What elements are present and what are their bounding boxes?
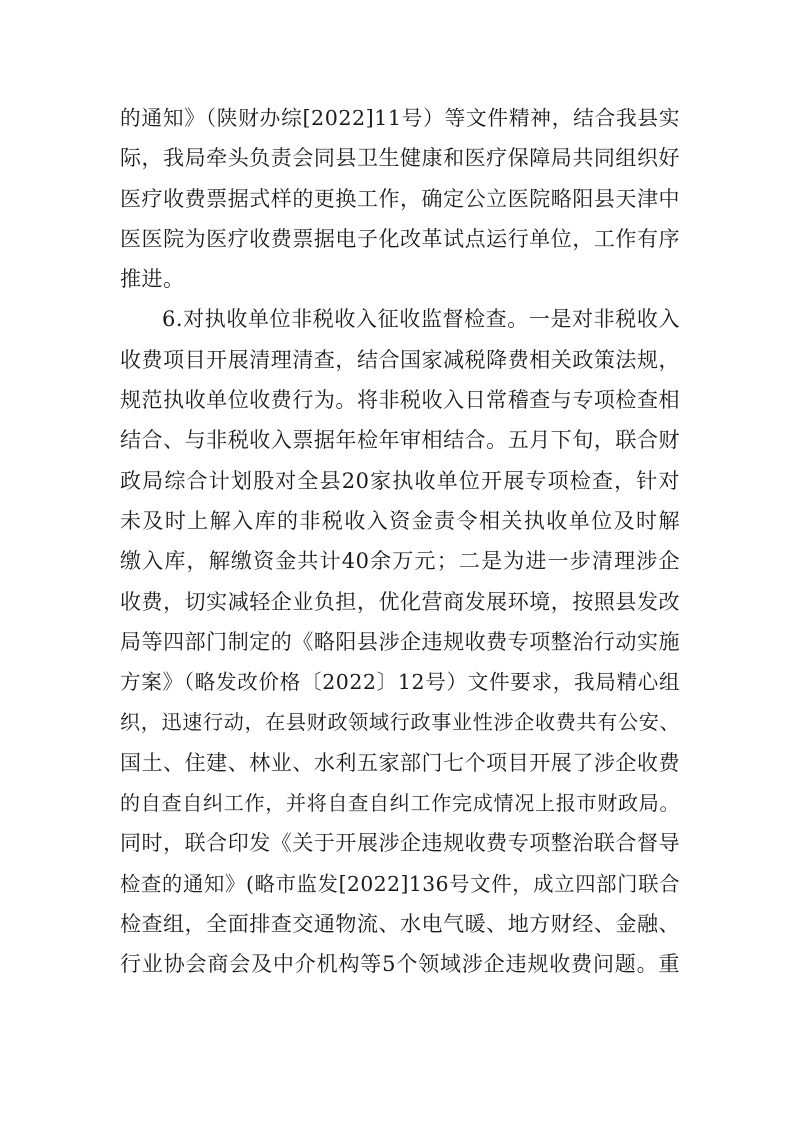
text-line: 检查的通知》(略市监发[2022]136号文件，成立四部门联合 bbox=[120, 871, 680, 896]
text-line: 方案》（略发改价格〔2022〕12号）文件要求，我局精心组 bbox=[120, 670, 680, 695]
section-heading-line: 6.对执收单位非税收入征收监督检查。一是对非税收入 bbox=[162, 307, 680, 332]
text-line: 的自查自纠工作，并将自查自纠工作完成情况上报市财政局。 bbox=[120, 791, 680, 816]
text-line: 医医院为医疗收费票据电子化改革试点运行单位，工作有序 bbox=[120, 226, 680, 251]
text-line: 局等四部门制定的《略阳县涉企违规收费专项整治行动实施 bbox=[120, 629, 680, 654]
text-line: 未及时上解入库的非税收入资金责令相关执收单位及时解 bbox=[120, 508, 680, 533]
text-line: 结合、与非税收入票据年检年审相结合。五月下旬，联合财 bbox=[120, 428, 680, 453]
text-line: 收费项目开展清理清查，结合国家减税降费相关政策法规， bbox=[120, 347, 680, 372]
text-line: 的通知》（陕财办综[2022]11号）等文件精神，结合我县实 bbox=[120, 106, 680, 130]
text-line: 检查组，全面排查交通物流、水电气暖、地方财经、金融、 bbox=[120, 911, 680, 936]
text-line: 际，我局牵头负责会同县卫生健康和医疗保障局共同组织好 bbox=[120, 146, 680, 171]
document-body bbox=[120, 98, 680, 985]
text-line: 缴入库，解缴资金共计40余万元；二是为进一步清理涉企 bbox=[120, 549, 680, 574]
text-line: 行业协会商会及中介机构等5个领域涉企违规收费问题。重 bbox=[120, 952, 680, 977]
text-line: 推进。 bbox=[120, 267, 185, 292]
text-line: 政局综合计划股对全县20家执收单位开展专项检查，针对 bbox=[120, 468, 680, 493]
text-line: 规范执收单位收费行为。将非税收入日常稽查与专项检查相 bbox=[120, 388, 680, 413]
text-line: 织，迅速行动，在县财政领域行政事业性涉企收费共有公安、 bbox=[120, 710, 680, 735]
text-line: 国土、住建、林业、水利五家部门七个项目开展了涉企收费 bbox=[120, 750, 680, 775]
text-line: 收费，切实减轻企业负担，优化营商发展环境，按照县发改 bbox=[120, 589, 680, 614]
text-line: 医疗收费票据式样的更换工作，确定公立医院略阳县天津中 bbox=[120, 186, 680, 211]
text-line: 同时，联合印发《关于开展涉企违规收费专项整治联合督导 bbox=[120, 831, 680, 856]
